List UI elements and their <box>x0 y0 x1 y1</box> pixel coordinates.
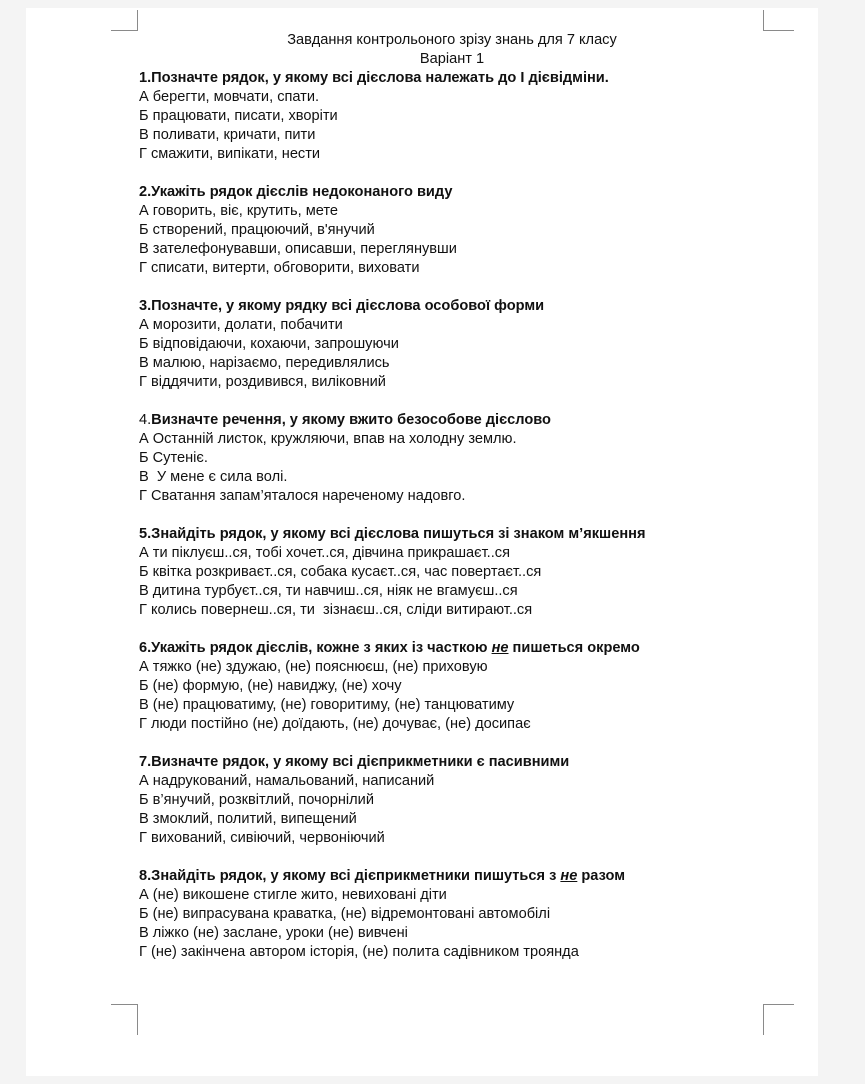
answer-option-a: А (не) викошене стигле жито, невиховані діти <box>139 887 447 903</box>
answer-option-b: Б в’янучий, розквітлий, почорнілий <box>139 792 374 808</box>
answer-option-b: Б Сутеніє. <box>139 450 208 466</box>
document-variant: Варіант 1 <box>419 51 485 67</box>
question-8 <box>139 867 759 962</box>
answer-option-a: А надрукований, намальований, написаний <box>139 773 435 789</box>
answer-option-a: А Останній листок, кружляючи, впав на холодну землю. <box>139 431 517 447</box>
question-2 <box>139 183 759 278</box>
question-6 <box>139 639 759 734</box>
answer-option-a: А говорить, віє, крутить, мете <box>139 203 338 219</box>
question-number: 4. <box>139 412 152 428</box>
answer-option-c: В малюю, нарізаємо, передивлялись <box>139 355 390 371</box>
answer-option-d: Г віддячити, роздивився, виліковний <box>139 374 386 390</box>
answer-option-d: Г смажити, випікати, нести <box>139 146 321 162</box>
answer-option-a: А тяжко (не) здужаю, (не) пояснюєш, (не) приховую <box>139 659 488 675</box>
question-number: 1. <box>139 70 152 86</box>
answer-option-c: В змоклий, политий, випещений <box>139 811 357 827</box>
answer-option-c: В дитина турбуєт..ся, ти навчиш..ся, ніяк не вгамуєш..ся <box>139 583 518 599</box>
answer-option-d: Г (не) закінчена автором історія, (не) полита садівником троянда <box>139 944 579 960</box>
question-5 <box>139 525 759 620</box>
answer-option-d: Г вихований, сивіючий, червоніючий <box>139 830 385 846</box>
answer-option-b: Б створений, працюючий, в'янучий <box>139 222 375 238</box>
question-1 <box>139 69 759 164</box>
question-text: 7.Визначте рядок, у якому всі дієприкметники є пасивними <box>139 754 570 770</box>
answer-option-c: В ліжко (не) заслане, уроки (не) вивчені <box>139 925 408 941</box>
question-text: 2.Укажіть рядок дієслів недоконаного виду <box>139 184 453 200</box>
page-corner-mark-bottom-right <box>763 1004 794 1035</box>
document-title: Завдання контрольоного зрізу знань для 7 класу <box>287 32 617 48</box>
emphasized-particle: не <box>491 640 509 656</box>
question-number: 6. <box>139 640 152 656</box>
question-text: 3.Позначте, у якому рядку всі дієслова особової форми <box>139 298 545 314</box>
answer-option-c: В поливати, кричати, пити <box>139 127 316 143</box>
answer-option-c: В (не) працюватиму, (не) говоритиму, (не) танцюватиму <box>139 697 515 713</box>
answer-option-a: А ти піклуєш..ся, тобі хочет..ся, дівчина прикрашаєт..ся <box>139 545 510 561</box>
question-7 <box>139 753 759 848</box>
answer-option-a: А морозити, долати, побачити <box>139 317 343 333</box>
answer-option-c: В У мене є сила волі. <box>139 469 288 485</box>
answer-option-c: В зателефонувавши, описавши, переглянувши <box>139 241 457 257</box>
answer-option-b: Б відповідаючи, кохаючи, запрошуючи <box>139 336 399 352</box>
question-text: 5.Знайдіть рядок, у якому всі дієслова пишуться зі знаком м’якшення <box>139 526 646 542</box>
question-3 <box>139 297 759 392</box>
answer-option-d: Г люди постійно (не) доїдають, (не) дочуває, (не) досипає <box>139 716 531 732</box>
page-corner-mark-bottom-left <box>111 1004 138 1035</box>
answer-option-d: Г списати, витерти, обговорити, виховати <box>139 260 420 276</box>
question-text: 6.Укажіть рядок дієслів, кожне з яких із часткою не пишеться окремо <box>139 640 640 656</box>
emphasized-particle: не <box>560 868 578 884</box>
question-text: 1.Позначте рядок, у якому всі дієслова належать до І дієвідміни. <box>139 70 609 86</box>
page-corner-mark-top-right <box>763 10 794 31</box>
answer-option-d: Г Сватання запам’яталося нареченому надовго. <box>139 488 466 504</box>
answer-option-d: Г колись повернеш..ся, ти зізнаєш..ся, сліди витирают..ся <box>139 602 533 618</box>
question-text: 8.Знайдіть рядок, у якому всі дієприкметники пишуться з не разом <box>139 868 625 884</box>
question-number: 3. <box>139 298 152 314</box>
page-corner-mark-top-left <box>111 10 138 31</box>
question-4 <box>139 411 759 506</box>
question-number: 8. <box>139 868 152 884</box>
question-number: 7. <box>139 754 152 770</box>
answer-option-a: А берегти, мовчати, спати. <box>139 89 320 105</box>
answer-option-b: Б працювати, писати, хворіти <box>139 108 338 124</box>
document-content <box>139 31 759 981</box>
answer-option-b: Б (не) випрасувана краватка, (не) відремонтовані автомобілі <box>139 906 551 922</box>
answer-option-b: Б квітка розкриваєт..ся, собака кусаєт..ся, час повертаєт..ся <box>139 564 542 580</box>
question-number: 2. <box>139 184 152 200</box>
question-text: 4.Визначте речення, у якому вжито безособове дієслово <box>139 412 551 428</box>
question-number: 5. <box>139 526 152 542</box>
answer-option-b: Б (не) формую, (не) навиджу, (не) хочу <box>139 678 402 694</box>
